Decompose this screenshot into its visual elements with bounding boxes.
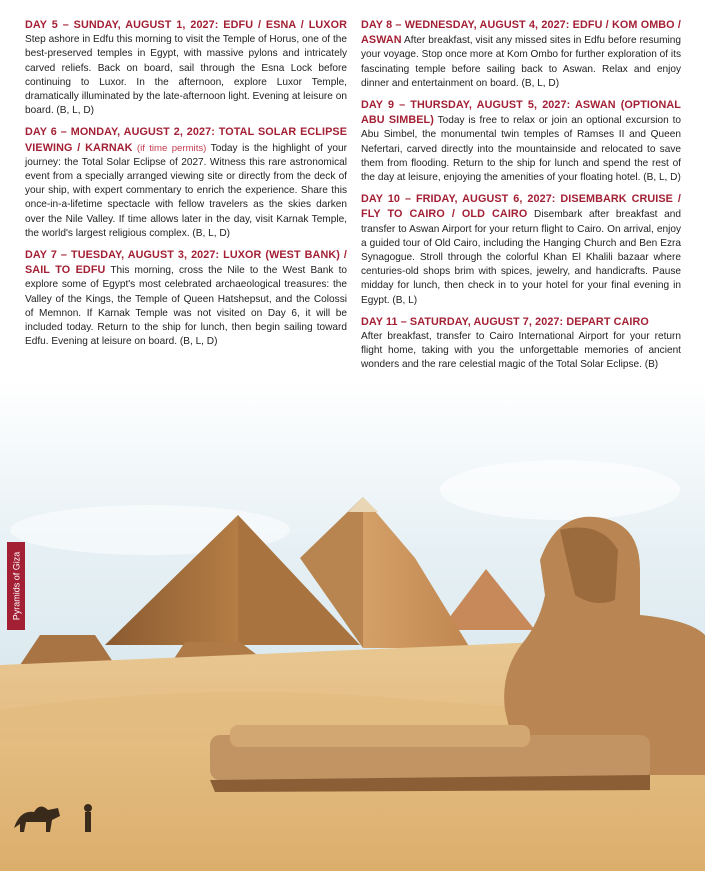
day-6-entry	[25, 125, 347, 241]
day-8-body: After breakfast, visit any missed sites in Edfu before resuming your voyage. Stop once more at Kom Ombo for further exploration of its fascinating temple before sailing back to Aswan. Relax and enjoy dinner and entertainment on board. (B, L, D)	[361, 35, 681, 89]
day-8-heading: DAY 8 – WEDNESDAY, AUGUST 4, 2027: EDFU / KOM OMBO / ASWAN	[361, 19, 681, 47]
day-6-body: Today is the highlight of your journey: the Total Solar Eclipse of 2027. Witness this rare astronomical event from a specially arranged viewing site or directly from the deck of your ship, with expert commentary to enrich the experience. Share this once-in-a-lifetime spectacle with fellow travelers as the skies darken over the Nile Valley. If time allows later in the day, visit Karnak Temple, the world's largest religious complex. (B, L, D)	[25, 142, 348, 239]
day-6-heading: DAY 6 – MONDAY, AUGUST 2, 2027: TOTAL SOLAR ECLIPSE VIEWING / KARNAK	[25, 126, 347, 154]
day-9-heading: DAY 9 – THURSDAY, AUGUST 5, 2027: ASWAN (OPTIONAL ABU SIMBEL)	[361, 99, 681, 127]
day-7-heading: DAY 7 – TUESDAY, AUGUST 3, 2027: LUXOR (WEST BANK) / SAIL TO EDFU	[25, 249, 347, 277]
photo-caption: Pyramids of Giza	[11, 551, 21, 621]
day-11-body: After breakfast, transfer to Cairo International Airport for your return flight home, taking with you the unforgettable memories of ancient wonders and the rare celestial magic of the Total Solar Eclipse. (B)	[361, 331, 681, 371]
day-10-body: Disembark after breakfast and transfer to Aswan Airport for your return flight to Cairo. On arrival, enjoy a guided tour of Old Cairo, including the Hanging Church and Ben Ezra Synagogue. Stroll through the colorful Khan El Khalili bazaar where centuries-old shops brim with spices, jewelry, and handicrafts. Pause midday for lunch, then check in to your hotel for your final evening in Egypt. (B, L)	[361, 209, 681, 306]
pyramids-illustration	[0, 380, 705, 871]
day-5-entry	[25, 18, 347, 118]
day-5-body: Step ashore in Edfu this morning to visit the Temple of Horus, one of the best-preserved temples in Egypt, with massive pylons and intricately carved reliefs. Back on board, sail through the Esna Lock before continuing to Luxor. In the afternoon, explore Luxor Temple, dramatically illuminated by the late-afternoon light. Evening at leisure on board. (B, L, D)	[25, 34, 347, 117]
day-6-note: (if time permits)	[132, 142, 207, 154]
day-11-entry	[361, 315, 681, 373]
itinerary-column-left	[25, 18, 347, 356]
photo-caption-bar	[7, 542, 25, 630]
pyramids-photo	[0, 380, 705, 871]
day-7-entry	[25, 248, 347, 349]
day-9-entry	[361, 98, 681, 185]
itinerary-column-right	[361, 18, 681, 380]
day-11-heading: DAY 11 – SATURDAY, AUGUST 7, 2027: DEPART CAIRO	[361, 315, 649, 328]
day-9-body: Today is free to relax or join an optional excursion to Abu Simbel, the monumental twin temples of Ramses II and Queen Nefertari, carved directly into the mountainside and relocated to save them from flooding. Return to the ship for lunch and spend the rest of the day at leisure, enjoying the amenities of your floating hotel. (B, L, D)	[361, 115, 681, 184]
day-8-entry	[361, 18, 681, 91]
day-10-entry	[361, 192, 681, 308]
day-10-heading: DAY 10 – FRIDAY, AUGUST 6, 2027: DISEMBARK CRUISE / FLY TO CAIRO / OLD CAIRO	[361, 193, 681, 221]
day-7-body: This morning, cross the Nile to the West Bank to explore some of Egypt's most celebrated archaeological treasures: the Valley of the Kings, the Temple of Queen Hatshepsut, and the Colossi of Memnon. If Karnak Temple was not visited on Day 6, it will be included today. Return to the ship for lunch, then begin sailing toward Edfu. Evening at leisure on board. (B, L, D)	[25, 265, 347, 348]
day-5-heading: DAY 5 – SUNDAY, AUGUST 1, 2027: EDFU / ESNA / LUXOR	[25, 19, 347, 31]
